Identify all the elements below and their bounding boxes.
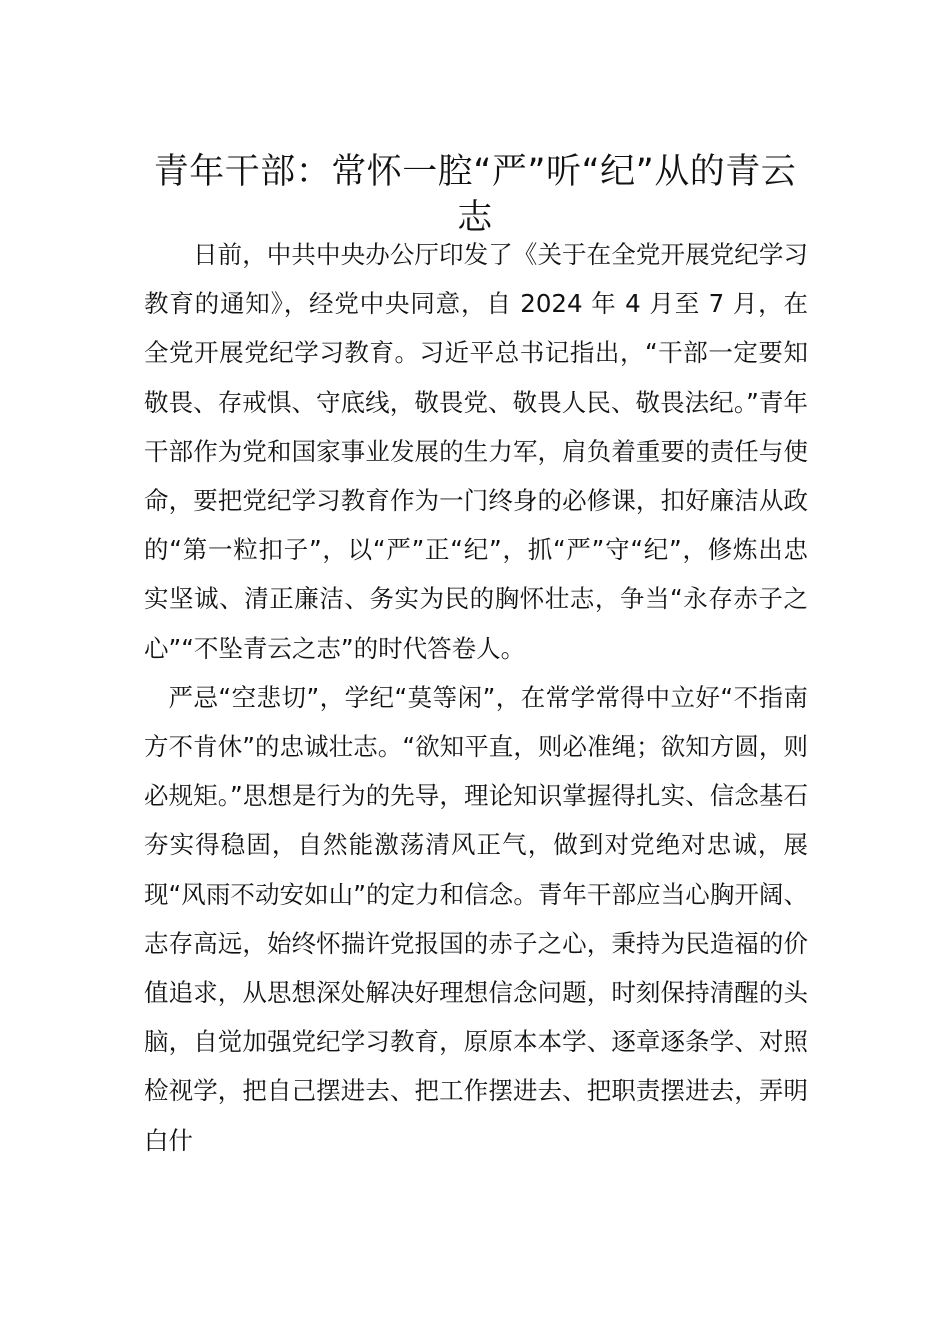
paragraph-1: 日前，中共中央办公厅印发了《关于在全党开展党纪学习教育的通知》，经党中央同意，自 2024 年 4 月至 7 月，在全党开展党纪学习教育。习近平总书记指出，“干部一定要知敬畏、存戒惧、守底线，敬畏党、敬畏人民、敬畏法纪。”青年干部作为党和国家事业发展的生力军，肩负着重要的责任与使命，要把党纪学习教育作为一门终身的必修课，扣好廉洁从政的“第一粒扣子”，以“严”正“纪”，抓“严”守“纪”，修炼出忠实坚诚、清正廉洁、务实为民的胸怀壮志，争当“永存赤子之心”“不坠青云之志”的时代答卷人。 [144, 240, 808, 663]
document-body [144, 230, 808, 1165]
document-title: 青年干部：常怀一腔“严”听“纪”从的青云志 [153, 152, 797, 239]
paragraph-2: 严忌“空悲切”，学纪“莫等闲”，在常学常得中立好“不指南方不肯休”的忠诚壮志。“欲知平直，则必准绳；欲知方圆，则必规矩。”思想是行为的先导，理论知识掌握得扎实、信念基石夯实得稳固，自然能激荡清风正气，做到对党绝对忠诚，展现“风雨不动安如山”的定力和信念。青年干部应当心胸开阔、志存高远，始终怀揣许党报国的赤子之心，秉持为民造福的价值追求，从思想深处解决好理想信念问题，时刻保持清醒的头脑，自觉加强党纪学习教育，原原本本学、逐章逐条学、对照检视学，把自己摆进去、把工作摆进去、把职责摆进去，弄明白什 [144, 682, 808, 1155]
